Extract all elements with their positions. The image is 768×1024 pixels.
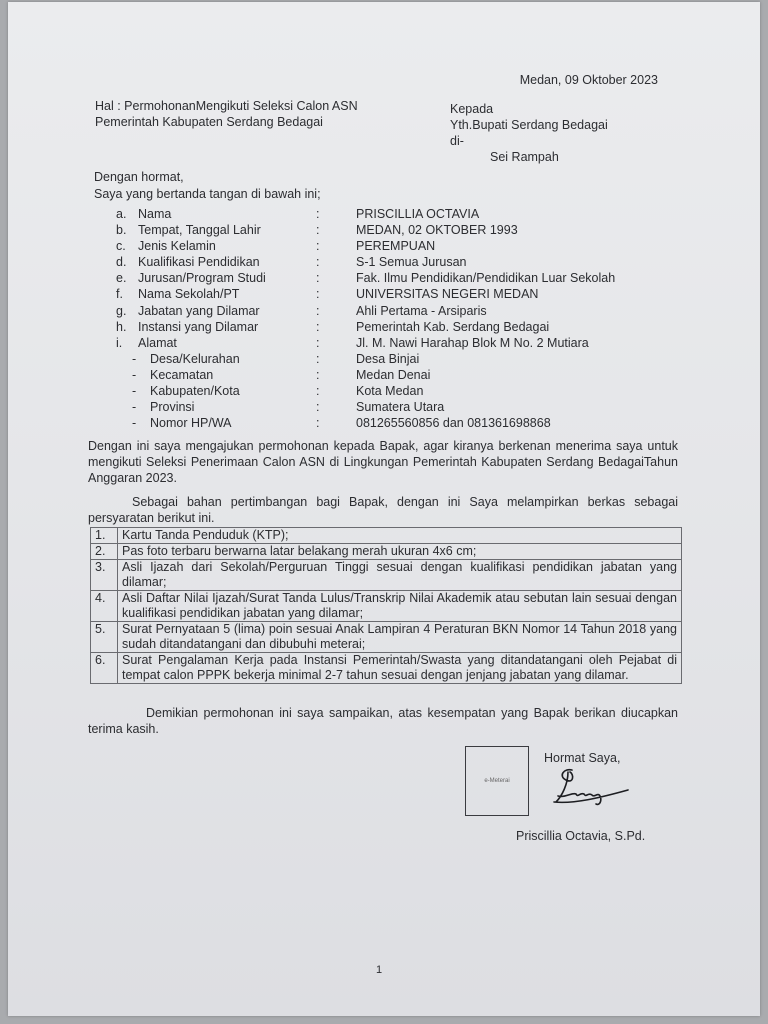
- field-prefix: a.: [116, 207, 127, 221]
- page-number: 1: [376, 964, 383, 976]
- field-prefix: i.: [116, 335, 123, 350]
- field-row: g. Jabatan yang Dilamar : Ahli Pertama - Arsiparis: [116, 303, 487, 318]
- field-prefix: f.: [116, 287, 123, 302]
- body-paragraph-2: [88, 494, 678, 526]
- requirement-number: 2.: [91, 544, 118, 560]
- field-label: Alamat: [138, 335, 177, 350]
- address-label: Kecamatan: [150, 367, 214, 382]
- field-value: PEREMPUAN: [356, 239, 436, 254]
- requirement-text: Surat Pengalaman Kerja pada Instansi Pemerintah/Swasta yang ditandatangani oleh Pejabat di tempat calon PPPK bekerja minimal 2-7 tahun sesuai dengan jenjang jabatan yang dilamar.: [118, 653, 682, 684]
- signer-name: Priscillia Octavia, S.Pd.: [516, 829, 646, 843]
- table-row: [91, 544, 682, 560]
- field-value: Ahli Pertama - Arsiparis: [356, 303, 487, 318]
- table-row: [91, 528, 682, 544]
- field-value: S-1 Semua Jurusan: [356, 255, 467, 270]
- greeting: Dengan hormat,: [94, 170, 184, 184]
- address-label: Provinsi: [150, 400, 195, 415]
- field-label: Jenis Kelamin: [138, 239, 216, 254]
- letter-date: Medan, 09 Oktober 2023: [519, 73, 658, 87]
- field-label: Nama Sekolah/PT: [138, 287, 240, 302]
- address-label: Desa/Kelurahan: [150, 351, 240, 366]
- requirement-number: 4.: [91, 591, 118, 622]
- stamp-text: e-Meterai: [484, 778, 510, 784]
- e-meterai-stamp: [465, 746, 529, 816]
- field-value: Jl. M. Nawi Harahap Blok M No. 2 Mutiara: [356, 335, 589, 350]
- field-row: i. Alamat : Jl. M. Nawi Harahap Blok M No. 2 Mutiara: [116, 335, 589, 350]
- recipient-place: Sei Rampah: [490, 150, 559, 164]
- field-label: Jabatan yang Dilamar: [138, 303, 260, 318]
- field-row: c. Jenis Kelamin : PEREMPUAN: [116, 239, 436, 254]
- requirement-number: 5.: [91, 622, 118, 653]
- field-row: h. Instansi yang Dilamar : Pemerintah Kab. Serdang Bedagai: [116, 319, 550, 334]
- address-label: Kabupaten/Kota: [150, 384, 240, 399]
- field-prefix: g.: [116, 303, 127, 318]
- recipient-label: Kepada: [450, 102, 494, 116]
- field-value: PRISCILLIA OCTAVIA: [356, 207, 480, 221]
- field-value: Fak. Ilmu Pendidikan/Pendidikan Luar Sekolah: [356, 271, 616, 286]
- address-label: Nomor HP/WA: [150, 416, 232, 431]
- field-row: b. Tempat, Tanggal Lahir : MEDAN, 02 OKTOBER 1993: [116, 223, 518, 238]
- field-row: d. Kualifikasi Pendidikan : S-1 Semua Jurusan: [116, 255, 467, 270]
- field-prefix: b.: [116, 223, 127, 238]
- subject-line-2: Pemerintah Kabupaten Serdang Bedagai: [95, 115, 323, 129]
- body-paragraph-2-text: Sebagai bahan pertimbangan bagi Bapak, dengan ini Saya melampirkan berkas sebagai persyaratan berikut ini.: [88, 495, 678, 525]
- field-row: f. Nama Sekolah/PT : UNIVERSITAS NEGERI MEDAN: [116, 287, 539, 302]
- recipient-block: [450, 101, 608, 165]
- body-paragraph-1: Dengan ini saya mengajukan permohonan kepada Bapak, agar kiranya berkenan menerima saya untuk mengikuti Seleksi Penerimaan Calon ASN di Lingkungan Pemerintah Kabupaten Serdang BedagaiTahun Anggaran 2023.: [88, 439, 678, 485]
- field-prefix: e.: [116, 271, 127, 286]
- field-row: a. Nama : PRISCILLIA OCTAVIA: [116, 207, 480, 221]
- address-value: Sumatera Utara: [356, 400, 445, 415]
- subject: [95, 98, 358, 130]
- field-prefix: c.: [116, 239, 126, 254]
- requirement-text: Asli Daftar Nilai Ijazah/Surat Tanda Lulus/Transkrip Nilai Akademik atau sebutan lain sesuai dengan kualifikasi pendidikan jabatan yang dilamar;: [118, 591, 682, 622]
- requirement-number: 1.: [91, 528, 118, 544]
- requirement-text: Kartu Tanda Penduduk (KTP);: [118, 528, 682, 544]
- requirement-number: 6.: [91, 653, 118, 684]
- table-row: [91, 591, 682, 622]
- table-row: [91, 560, 682, 591]
- field-label: Jurusan/Program Studi: [138, 271, 266, 286]
- requirement-text: Pas foto terbaru berwarna latar belakang merah ukuran 4x6 cm;: [118, 544, 682, 560]
- signature-icon: [544, 762, 634, 814]
- field-label: Instansi yang Dilamar: [138, 319, 259, 334]
- address-row: - Kabupaten/Kota : Kota Medan: [132, 384, 424, 399]
- address-value: Medan Denai: [356, 367, 431, 382]
- letter-page: [8, 2, 760, 1016]
- closing-paragraph: [88, 705, 678, 737]
- field-value: Pemerintah Kab. Serdang Bedagai: [356, 319, 550, 334]
- field-label: Nama: [138, 207, 172, 221]
- field-label: Tempat, Tanggal Lahir: [138, 223, 261, 238]
- requirement-number: 3.: [91, 560, 118, 591]
- intro-text: Saya yang bertanda tangan di bawah ini;: [94, 187, 321, 201]
- field-prefix: h.: [116, 319, 127, 334]
- regards: Hormat Saya,: [544, 751, 621, 765]
- address-row: - Kecamatan : Medan Denai: [132, 367, 431, 382]
- address-row: - Provinsi : Sumatera Utara: [132, 400, 445, 415]
- address-value: 081265560856 dan 081361698868: [356, 416, 551, 431]
- address-value: Kota Medan: [356, 384, 424, 399]
- field-row: e. Jurusan/Program Studi : Fak. Ilmu Pendidikan/Pendidikan Luar Sekolah: [116, 271, 616, 286]
- recipient-name: Yth.Bupati Serdang Bedagai: [450, 118, 608, 132]
- applicant-fields: [116, 206, 696, 431]
- address-row: - Nomor HP/WA : 081265560856 dan 081361698868: [132, 416, 551, 431]
- address-row: - Desa/Kelurahan : Desa Binjai: [132, 351, 420, 366]
- table-row: [91, 653, 682, 684]
- field-prefix: d.: [116, 255, 127, 270]
- table-row: [91, 622, 682, 653]
- field-value: MEDAN, 02 OKTOBER 1993: [356, 223, 518, 238]
- requirements-table: [90, 527, 682, 684]
- requirement-text: Surat Pernyataan 5 (lima) poin sesuai Anak Lampiran 4 Peraturan BKN Nomor 14 Tahun 2018 yang sudah ditandatangani dan dibubuhi meterai;: [118, 622, 682, 653]
- address-value: Desa Binjai: [356, 351, 420, 366]
- subject-line-1: Hal : PermohonanMengikuti Seleksi Calon ASN: [95, 99, 358, 113]
- requirement-text: Asli Ijazah dari Sekolah/Perguruan Tinggi sesuai dengan kualifikasi pendidikan jabatan yang dilamar;: [118, 560, 682, 591]
- field-value: UNIVERSITAS NEGERI MEDAN: [356, 287, 539, 302]
- recipient-di: di-: [450, 134, 464, 148]
- closing-text: Demikian permohonan ini saya sampaikan, atas kesempatan yang Bapak berikan diucapkan terima kasih.: [88, 706, 678, 736]
- field-label: Kualifikasi Pendidikan: [138, 255, 260, 270]
